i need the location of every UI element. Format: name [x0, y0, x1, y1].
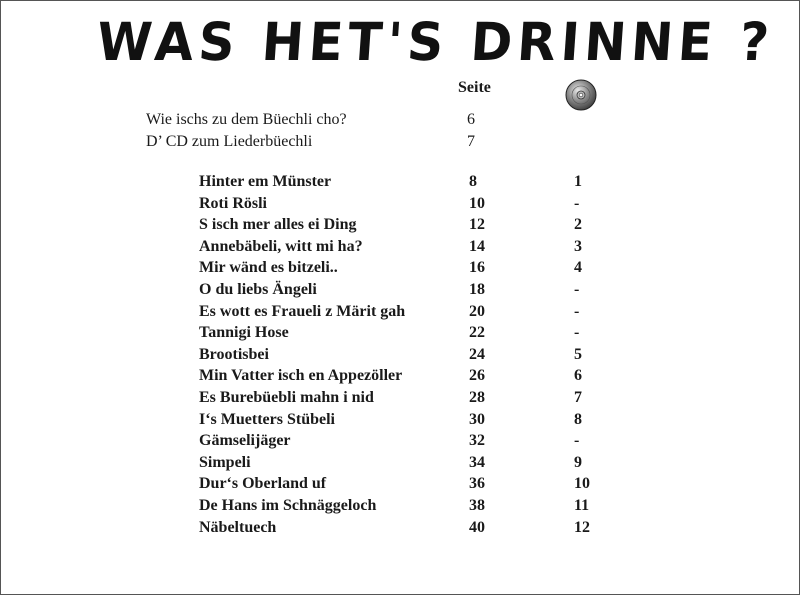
- song-page: 30: [469, 410, 485, 428]
- song-page: 38: [469, 496, 485, 514]
- song-page: 34: [469, 453, 485, 471]
- song-track: -: [574, 280, 580, 298]
- song-track: -: [574, 194, 580, 212]
- song-row: [199, 173, 619, 195]
- song-row: [199, 216, 619, 238]
- song-title: Es Burebüebli mahn i nid: [199, 388, 374, 406]
- song-track: 8: [574, 410, 582, 428]
- intro-item-page: 7: [467, 133, 475, 150]
- song-title: De Hans im Schnäggeloch: [199, 496, 377, 514]
- intro-item: [146, 109, 546, 131]
- song-track: 3: [574, 237, 582, 255]
- song-title: Es wott es Fraueli z Märit gah: [199, 302, 406, 320]
- song-page: 8: [469, 173, 477, 190]
- cd-icon: [565, 79, 597, 111]
- intro-item-page: 6: [467, 111, 475, 128]
- song-title: Min Vatter isch en Appezöller: [199, 367, 403, 385]
- song-row: [199, 195, 619, 217]
- song-page: 16: [469, 259, 485, 277]
- song-title: O du liebs Ängeli: [199, 280, 317, 298]
- song-page: 24: [469, 345, 485, 363]
- song-row: [199, 497, 619, 519]
- song-title: Roti Rösli: [199, 194, 267, 212]
- song-title: Brootisbei: [199, 345, 269, 363]
- song-track: 5: [574, 345, 582, 363]
- song-page: 10: [469, 194, 485, 212]
- song-page: 20: [469, 302, 485, 320]
- song-page: 18: [469, 280, 485, 298]
- song-row: [199, 324, 619, 346]
- page-title: WAS HET'S DRINNE ?: [94, 11, 776, 73]
- intro-item: [146, 131, 546, 153]
- song-title: Dur‘s Oberland uf: [199, 475, 327, 493]
- song-title: Tannigi Hose: [199, 324, 289, 342]
- song-row: [199, 259, 619, 281]
- intro-item-title: D’ CD zum Liederbüechli: [146, 133, 313, 150]
- song-page: 26: [469, 367, 485, 385]
- song-title: Näbeltuech: [199, 518, 277, 536]
- song-title: I‘s Muetters Stübeli: [199, 410, 335, 428]
- intro-list: [146, 109, 546, 153]
- song-title: Hinter em Münster: [199, 173, 332, 190]
- song-row: [199, 238, 619, 260]
- song-row: [199, 454, 619, 476]
- intro-item-title: Wie ischs zu dem Büechli cho?: [146, 111, 347, 128]
- song-page: 36: [469, 475, 485, 493]
- song-track: 1: [574, 173, 582, 190]
- song-list: [199, 173, 619, 540]
- song-track: 9: [574, 453, 582, 471]
- song-row: [199, 432, 619, 454]
- song-page: 12: [469, 216, 485, 234]
- song-title: Annebäbeli, witt mi ha?: [199, 237, 363, 255]
- song-track: -: [574, 302, 580, 320]
- song-page: 32: [469, 432, 485, 450]
- song-row: [199, 367, 619, 389]
- song-row: [199, 281, 619, 303]
- song-row: [199, 346, 619, 368]
- page-column-header: Seite: [458, 79, 491, 96]
- song-track: 2: [574, 216, 582, 234]
- song-row: [199, 519, 619, 541]
- song-track: -: [574, 432, 580, 450]
- song-row: [199, 389, 619, 411]
- song-title: S isch mer alles ei Ding: [199, 216, 357, 234]
- song-title: Gämselijäger: [199, 432, 291, 450]
- song-row: [199, 411, 619, 433]
- song-row: [199, 475, 619, 497]
- song-title: Simpeli: [199, 453, 251, 471]
- song-track: 12: [574, 518, 590, 536]
- song-page: 22: [469, 324, 485, 342]
- song-page: 28: [469, 388, 485, 406]
- song-track: 6: [574, 367, 582, 385]
- song-page: 40: [469, 518, 485, 536]
- song-track: 7: [574, 388, 582, 406]
- song-track: 11: [574, 496, 590, 514]
- song-row: [199, 303, 619, 325]
- song-page: 14: [469, 237, 485, 255]
- song-track: 10: [574, 475, 590, 493]
- song-track: 4: [574, 259, 582, 277]
- song-track: -: [574, 324, 580, 342]
- song-title: Mir wänd es bitzeli..: [199, 259, 338, 277]
